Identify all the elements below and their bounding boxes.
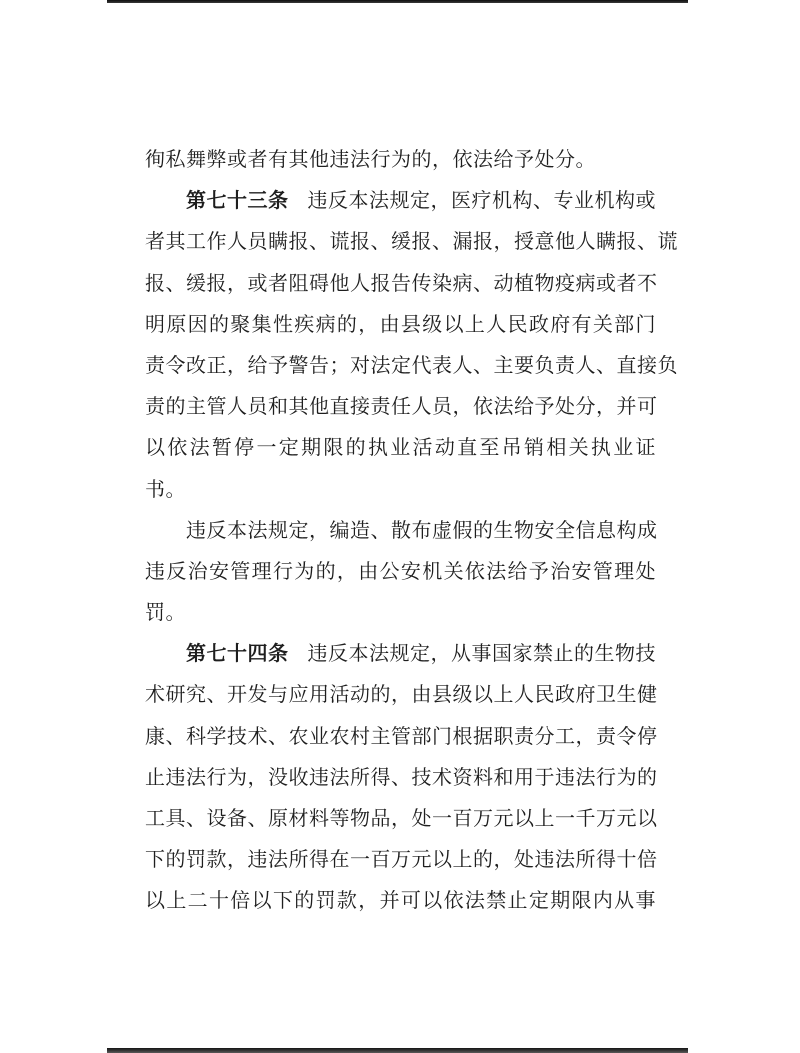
- law-text-block: [145, 140, 678, 923]
- text-line: 报、缓报，或者阻碍他人报告传染病、动植物疫病或者不: [145, 272, 658, 295]
- page-separator-top: [107, 0, 688, 3]
- text-line: 责的主管人员和其他直接责任人员，依法给予处分，并可: [145, 396, 658, 419]
- text-line: 以上二十倍以下的罚款，并可以依法禁止定期限内从事: [145, 890, 656, 913]
- text-line: 违反治安管理行为的，由公安机关依法给予治安管理处: [145, 560, 656, 583]
- text-line: 康、科学技术、农业农村主管部门根据职责分工，责令停: [145, 725, 658, 748]
- text-line: 以依法暂停一定期限的执业活动直至吊销相关执业证: [145, 437, 656, 460]
- page-separator-bottom: [107, 1048, 688, 1053]
- text-line: 违反本法规定，编造、散布虚假的生物安全信息构成: [186, 519, 658, 542]
- text-line: [145, 634, 656, 675]
- text-line: 者其工作人员瞒报、谎报、缓报、漏报，授意他人瞒报、谎: [145, 231, 678, 254]
- article-line-text: 违反本法规定，医疗机构、专业机构或: [307, 190, 656, 213]
- text-line: 止违法行为，没收违法所得、技术资料和用于违法行为的: [145, 766, 658, 789]
- text-line: 工具、设备、原材料等物品，处一百万元以上一千万元以: [145, 808, 658, 830]
- text-line: 明原因的聚集性疾病的，由县级以上人民政府有关部门: [145, 313, 656, 336]
- article-line-text: 违反本法规定，从事国家禁止的生物技: [307, 643, 656, 666]
- text-line: [145, 181, 656, 222]
- text-line: 术研究、开发与应用活动的，由县级以上人民政府卫生健: [145, 684, 658, 707]
- text-line: 下的罚款，违法所得在一百万元以上的，处违法所得十倍: [145, 849, 658, 872]
- text-line: 书。: [145, 478, 186, 501]
- text-line: 罚。: [145, 602, 186, 625]
- text-line: 徇私舞弊或者有其他违法行为的，依法给予处分。: [145, 149, 596, 171]
- article-number: 第七十四条: [186, 643, 289, 666]
- text-line: 责令改正，给予警告；对法定代表人、主要负责人、直接负: [145, 354, 678, 377]
- article-number: 第七十三条: [186, 190, 289, 213]
